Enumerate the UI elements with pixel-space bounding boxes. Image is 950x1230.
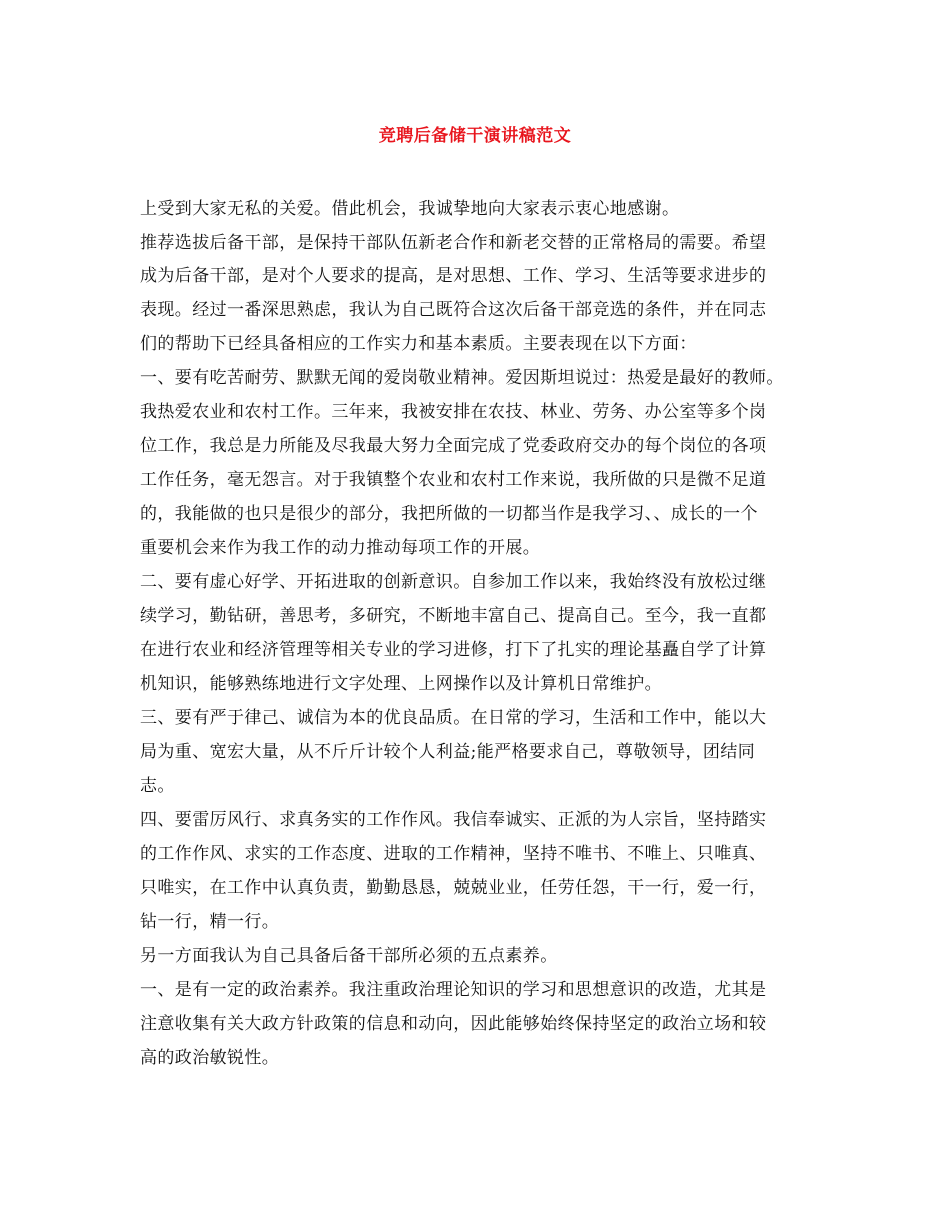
body-line: 重要机会来作为我工作的动力推动每项工作的开展。 bbox=[140, 538, 541, 558]
body-line: 我热爱农业和农村工作。三年来，我被安排在农技、林业、劳务、办公室等多个岗 bbox=[140, 402, 767, 422]
body-line: 工作任务，毫无怨言。对于我镇整个农业和农村工作来说，我所做的只是微不足道 bbox=[140, 470, 767, 490]
body-line: 志。 bbox=[140, 776, 175, 796]
body-line: 表现。经过一番深思熟虑，我认为自己既符合这次后备干部竞选的条件，并在同志 bbox=[140, 300, 767, 320]
body-line: 机知识，能够熟练地进行文字处理、上网操作以及计算机日常维护。 bbox=[140, 674, 662, 694]
body-line: 成为后备干部，是对个人要求的提高，是对思想、工作、学习、生活等要求进步的 bbox=[140, 266, 767, 286]
body-line: 另一方面我认为自己具备后备干部所必须的五点素养。 bbox=[140, 946, 558, 966]
body-line: 位工作，我总是力所能及尽我最大努力全面完成了党委政府交办的每个岗位的各项 bbox=[140, 436, 767, 456]
body-line: 上受到大家无私的关爱。借此机会，我诚挚地向大家表示衷心地感谢。 bbox=[140, 199, 680, 219]
body-line: 高的政治敏锐性。 bbox=[140, 1048, 280, 1068]
body-line: 只唯实，在工作中认真负责，勤勤恳恳，兢兢业业，任劳任怨，干一行，爱一行， bbox=[140, 878, 767, 898]
body-line: 一、要有吃苦耐劳、默默无闻的爱岗敬业精神。爱因斯坦说过：热爱是最好的教师。 bbox=[140, 368, 784, 388]
body-line: 二、要有虚心好学、开拓进取的创新意识。自参加工作以来，我始终没有放松过继 bbox=[140, 572, 767, 592]
body-line: 三、要有严于律己、诚信为本的优良品质。在日常的学习，生活和工作中，能以大 bbox=[140, 708, 767, 728]
body-line: 推荐选拔后备干部，是保持干部队伍新老合作和新老交替的正常格局的需要。希望 bbox=[140, 233, 767, 253]
body-line: 续学习，勤钻研，善思考，多研究，不断地丰富自己、提高自己。至今，我一直都 bbox=[140, 606, 767, 626]
document-title: 竞聘后备储干演讲稿范文 bbox=[378, 126, 572, 146]
body-line: 局为重、宽宏大量，从不斤斤计较个人利益;能严格要求自己，尊敬领导，团结同 bbox=[140, 742, 756, 762]
body-line: 一、是有一定的政治素养。我注重政治理论知识的学习和思想意识的改造，尤其是 bbox=[140, 980, 767, 1000]
body-line: 的工作作风、求实的工作态度、进取的工作精神，坚持不唯书、不唯上、只唯真、 bbox=[140, 844, 767, 864]
body-line: 的，我能做的也只是很少的部分，我把所做的一切都当作是我学习、、成长的一个 bbox=[140, 504, 758, 524]
body-line: 四、要雷厉风行、求真务实的工作作风。我信奉诚实、正派的为人宗旨，坚持踏实 bbox=[140, 810, 767, 830]
body-line: 注意收集有关大政方针政策的信息和动向，因此能够始终保持坚定的政治立场和较 bbox=[140, 1014, 767, 1034]
body-line: 们的帮助下已经具备相应的工作实力和基本素质。主要表现在以下方面： bbox=[140, 334, 697, 354]
body-line: 在进行农业和经济管理等相关专业的学习进修，打下了扎实的理论基矗自学了计算 bbox=[140, 640, 767, 660]
body-line: 钻一行，精一行。 bbox=[140, 912, 280, 932]
